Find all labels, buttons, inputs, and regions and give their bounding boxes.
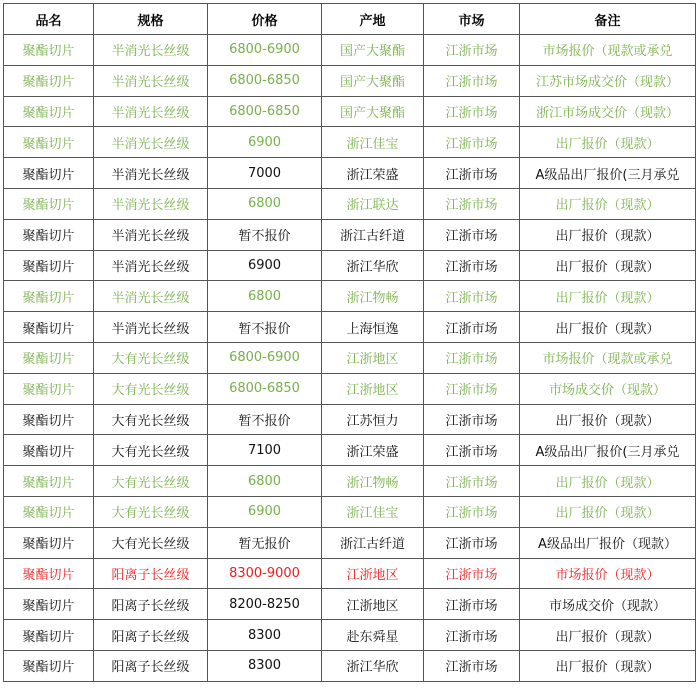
cell-spec: 阳离子长丝级 — [94, 558, 208, 589]
table-row — [4, 35, 696, 66]
cell-note: A级品出厂报价(三月承兑 — [520, 435, 696, 466]
cell-market: 江浙市场 — [424, 96, 520, 127]
cell-origin: 浙江佳宝 — [322, 496, 424, 527]
cell-spec: 大有光长丝级 — [94, 373, 208, 404]
cell-note: 出厂报价（现款） — [520, 404, 696, 435]
cell-note: 江苏市场成交价（现款） — [520, 65, 696, 96]
table-row — [4, 96, 696, 127]
cell-spec: 阳离子长丝级 — [94, 620, 208, 651]
cell-note: A级品出厂报价（现款） — [520, 527, 696, 558]
cell-origin: 国产大聚酯 — [322, 35, 424, 66]
cell-spec: 半消光长丝级 — [94, 35, 208, 66]
cell-price: 6800-6850 — [208, 96, 322, 127]
cell-product: 聚酯切片 — [4, 158, 94, 189]
cell-market: 江浙市场 — [424, 404, 520, 435]
table-row — [4, 65, 696, 96]
table-row — [4, 466, 696, 497]
cell-market: 江浙市场 — [424, 281, 520, 312]
cell-spec: 大有光长丝级 — [94, 466, 208, 497]
cell-origin: 浙江物畅 — [322, 466, 424, 497]
cell-product: 聚酯切片 — [4, 650, 94, 681]
cell-spec: 阳离子长丝级 — [94, 650, 208, 681]
cell-note: 出厂报价（现款） — [520, 127, 696, 158]
cell-price: 6800 — [208, 188, 322, 219]
cell-spec: 半消光长丝级 — [94, 96, 208, 127]
cell-spec: 半消光长丝级 — [94, 219, 208, 250]
table-body — [4, 35, 696, 682]
table-row — [4, 312, 696, 343]
cell-origin: 浙江古纤道 — [322, 219, 424, 250]
header-spec: 规格 — [94, 4, 208, 35]
table-row — [4, 589, 696, 620]
cell-spec: 半消光长丝级 — [94, 281, 208, 312]
cell-price: 暂不报价 — [208, 219, 322, 250]
cell-price: 6800-6900 — [208, 35, 322, 66]
cell-product: 聚酯切片 — [4, 281, 94, 312]
cell-spec: 半消光长丝级 — [94, 312, 208, 343]
cell-origin: 浙江华欣 — [322, 250, 424, 281]
table-row — [4, 250, 696, 281]
cell-product: 聚酯切片 — [4, 558, 94, 589]
cell-product: 聚酯切片 — [4, 65, 94, 96]
cell-product: 聚酯切片 — [4, 96, 94, 127]
cell-price: 7100 — [208, 435, 322, 466]
cell-origin: 江苏恒力 — [322, 404, 424, 435]
cell-product: 聚酯切片 — [4, 188, 94, 219]
cell-spec: 阳离子长丝级 — [94, 589, 208, 620]
table-row — [4, 650, 696, 681]
cell-market: 江浙市场 — [424, 589, 520, 620]
cell-product: 聚酯切片 — [4, 496, 94, 527]
cell-market: 江浙市场 — [424, 466, 520, 497]
cell-market: 江浙市场 — [424, 188, 520, 219]
cell-origin: 国产大聚酯 — [322, 96, 424, 127]
cell-price: 暂无报价 — [208, 527, 322, 558]
cell-spec: 大有光长丝级 — [94, 342, 208, 373]
table-row — [4, 620, 696, 651]
cell-market: 江浙市场 — [424, 342, 520, 373]
table-row — [4, 127, 696, 158]
cell-price: 6800-6850 — [208, 373, 322, 404]
cell-note: A级品出厂报价(三月承兑 — [520, 158, 696, 189]
cell-note: 市场报价（现款） — [520, 558, 696, 589]
cell-price: 7000 — [208, 158, 322, 189]
cell-price: 6800 — [208, 281, 322, 312]
cell-note: 出厂报价（现款） — [520, 620, 696, 651]
cell-product: 聚酯切片 — [4, 373, 94, 404]
cell-origin: 江浙地区 — [322, 589, 424, 620]
cell-origin: 浙江古纤道 — [322, 527, 424, 558]
cell-price: 6800 — [208, 466, 322, 497]
cell-spec: 半消光长丝级 — [94, 65, 208, 96]
table-row — [4, 281, 696, 312]
cell-note: 出厂报价（现款） — [520, 650, 696, 681]
table-header-row — [4, 4, 696, 35]
cell-spec: 半消光长丝级 — [94, 250, 208, 281]
cell-product: 聚酯切片 — [4, 466, 94, 497]
cell-market: 江浙市场 — [424, 435, 520, 466]
cell-product: 聚酯切片 — [4, 312, 94, 343]
table-row — [4, 188, 696, 219]
cell-price: 暂不报价 — [208, 404, 322, 435]
cell-product: 聚酯切片 — [4, 589, 94, 620]
cell-market: 江浙市场 — [424, 558, 520, 589]
cell-spec: 半消光长丝级 — [94, 127, 208, 158]
header-origin: 产地 — [322, 4, 424, 35]
cell-price: 6900 — [208, 496, 322, 527]
cell-note: 出厂报价（现款） — [520, 466, 696, 497]
cell-price: 8300-9000 — [208, 558, 322, 589]
cell-origin: 赴东舜星 — [322, 620, 424, 651]
cell-market: 江浙市场 — [424, 620, 520, 651]
cell-market: 江浙市场 — [424, 65, 520, 96]
table-row — [4, 404, 696, 435]
cell-price: 6900 — [208, 127, 322, 158]
cell-note: 市场成交价（现款） — [520, 589, 696, 620]
cell-origin: 江浙地区 — [322, 558, 424, 589]
cell-product: 聚酯切片 — [4, 435, 94, 466]
cell-note: 市场报价（现款或承兑 — [520, 35, 696, 66]
table-row — [4, 158, 696, 189]
table-row — [4, 219, 696, 250]
cell-note: 出厂报价（现款） — [520, 219, 696, 250]
cell-origin: 浙江华欣 — [322, 650, 424, 681]
cell-origin: 浙江物畅 — [322, 281, 424, 312]
cell-origin: 浙江联达 — [322, 188, 424, 219]
cell-origin: 上海恒逸 — [322, 312, 424, 343]
cell-product: 聚酯切片 — [4, 250, 94, 281]
cell-product: 聚酯切片 — [4, 219, 94, 250]
cell-note: 市场成交价（现款） — [520, 373, 696, 404]
table-row — [4, 373, 696, 404]
cell-product: 聚酯切片 — [4, 127, 94, 158]
table-row — [4, 527, 696, 558]
cell-market: 江浙市场 — [424, 650, 520, 681]
cell-origin: 江浙地区 — [322, 342, 424, 373]
cell-price: 6900 — [208, 250, 322, 281]
cell-note: 出厂报价（现款） — [520, 250, 696, 281]
cell-origin: 浙江佳宝 — [322, 127, 424, 158]
cell-market: 江浙市场 — [424, 219, 520, 250]
cell-note: 市场报价（现款或承兑 — [520, 342, 696, 373]
cell-spec: 大有光长丝级 — [94, 435, 208, 466]
cell-note: 出厂报价（现款） — [520, 188, 696, 219]
cell-price: 暂不报价 — [208, 312, 322, 343]
cell-market: 江浙市场 — [424, 373, 520, 404]
cell-price: 6800-6850 — [208, 65, 322, 96]
table-row — [4, 342, 696, 373]
cell-spec: 大有光长丝级 — [94, 404, 208, 435]
cell-note: 出厂报价（现款） — [520, 312, 696, 343]
table-row — [4, 435, 696, 466]
cell-spec: 半消光长丝级 — [94, 188, 208, 219]
header-market: 市场 — [424, 4, 520, 35]
cell-product: 聚酯切片 — [4, 404, 94, 435]
cell-market: 江浙市场 — [424, 496, 520, 527]
cell-note: 出厂报价（现款） — [520, 281, 696, 312]
cell-origin: 国产大聚酯 — [322, 65, 424, 96]
cell-origin: 浙江荣盛 — [322, 435, 424, 466]
table-row — [4, 496, 696, 527]
price-table — [3, 3, 696, 682]
cell-market: 江浙市场 — [424, 527, 520, 558]
cell-product: 聚酯切片 — [4, 35, 94, 66]
cell-market: 江浙市场 — [424, 312, 520, 343]
cell-market: 江浙市场 — [424, 250, 520, 281]
cell-price: 8300 — [208, 650, 322, 681]
cell-note: 浙江市场成交价（现款） — [520, 96, 696, 127]
cell-market: 江浙市场 — [424, 35, 520, 66]
table-row — [4, 558, 696, 589]
cell-product: 聚酯切片 — [4, 620, 94, 651]
cell-product: 聚酯切片 — [4, 527, 94, 558]
cell-price: 8300 — [208, 620, 322, 651]
cell-origin: 浙江荣盛 — [322, 158, 424, 189]
header-product: 品名 — [4, 4, 94, 35]
cell-spec: 半消光长丝级 — [94, 158, 208, 189]
cell-price: 8200-8250 — [208, 589, 322, 620]
header-note: 备注 — [520, 4, 696, 35]
cell-note: 出厂报价（现款） — [520, 496, 696, 527]
cell-market: 江浙市场 — [424, 127, 520, 158]
cell-spec: 大有光长丝级 — [94, 527, 208, 558]
cell-origin: 江浙地区 — [322, 373, 424, 404]
cell-spec: 大有光长丝级 — [94, 496, 208, 527]
cell-product: 聚酯切片 — [4, 342, 94, 373]
cell-market: 江浙市场 — [424, 158, 520, 189]
header-price: 价格 — [208, 4, 322, 35]
cell-price: 6800-6900 — [208, 342, 322, 373]
